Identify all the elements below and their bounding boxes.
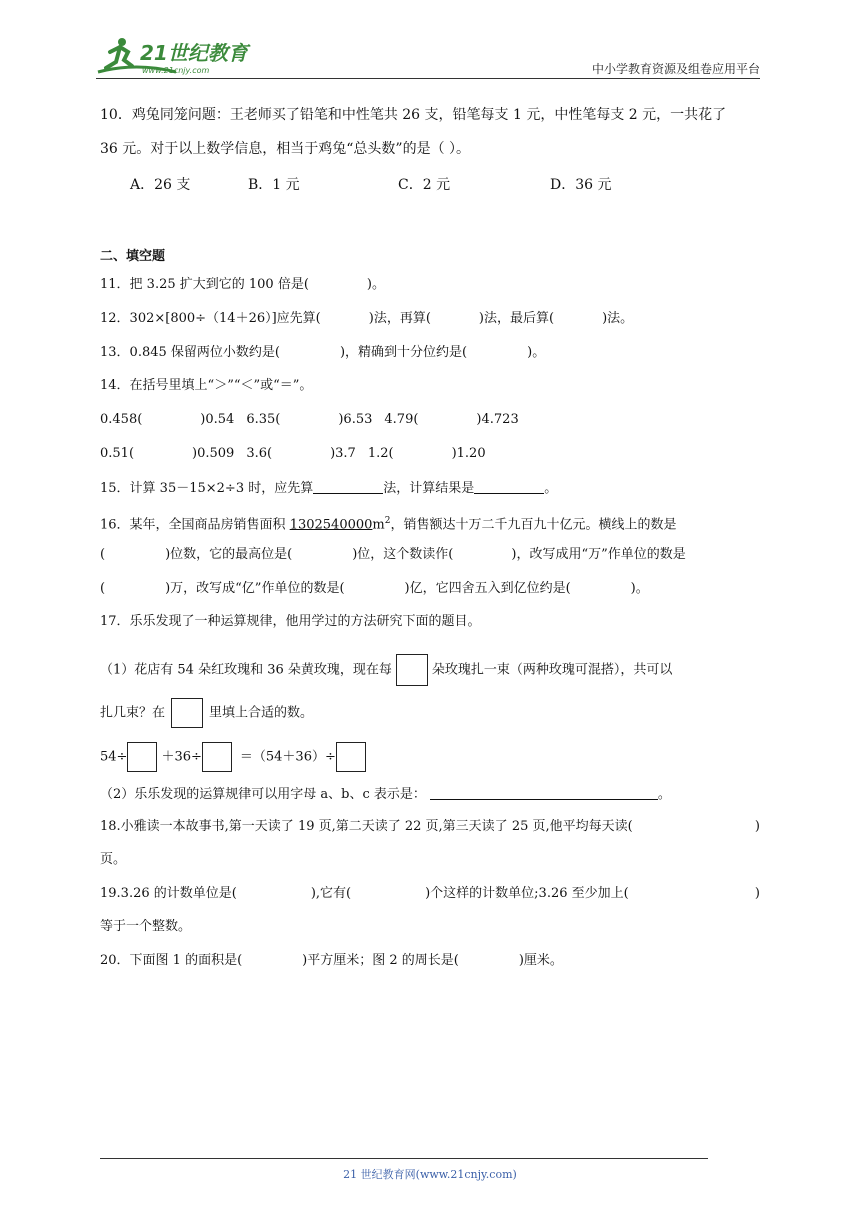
header-platform-label: 中小学教育资源及组卷应用平台	[591, 62, 760, 76]
q16-l2-c: )位，这个数读作(	[352, 547, 454, 562]
q18-text-b: )	[754, 819, 760, 834]
q12-text-b: )法，再算(	[368, 311, 431, 326]
q14-r2-c: 3.6(	[246, 446, 273, 461]
q14-row1	[100, 411, 519, 429]
q16-l2-a: (	[100, 547, 106, 562]
q16-l2-b: )位数，它的最高位是(	[165, 547, 293, 562]
q17-eq-box-1[interactable]	[127, 742, 157, 772]
q20-text-b: )平方厘米；图 2 的周长是(	[302, 953, 459, 968]
site-logo[interactable]	[96, 32, 266, 78]
q17-answer-box-1[interactable]	[396, 654, 428, 686]
q15-text-c: 。	[544, 481, 558, 496]
logo-text: 21世纪教育	[140, 41, 248, 65]
q14-r1-a: 0.458(	[100, 412, 143, 427]
q17-p1-text-d: 里填上合适的数。	[209, 705, 314, 721]
q16-line3	[100, 580, 649, 598]
q14-r2-a: 0.51(	[100, 446, 135, 461]
q19-text-d: )	[754, 886, 760, 901]
logo-url: www.21cnjy.com	[142, 66, 210, 75]
q15	[100, 479, 557, 498]
q17-eq-a: 54÷	[100, 749, 128, 765]
q16-l3-d: )。	[630, 581, 649, 596]
q19-text-b: ),它有(	[310, 886, 352, 901]
q17-equation	[100, 742, 366, 772]
q16-l3-c: )亿，它四舍五入到亿位约是(	[404, 581, 571, 596]
q20-text-c: )厘米。	[518, 953, 563, 968]
q15-text-a: 15．计算 35－15×2÷3 时，应先算	[100, 481, 314, 496]
q18-line2: 页。	[100, 852, 127, 867]
q18-line1	[100, 818, 760, 836]
q20-text-a: 20．下面图 1 的面积是(	[100, 953, 243, 968]
q13-text-a: 13．0.845 保留两位小数约是(	[100, 345, 280, 360]
q17-eq-b: ＋36÷	[161, 749, 202, 765]
q16-unit: m	[372, 517, 385, 533]
q14-r1-e: 4.79(	[384, 412, 419, 427]
q14-row2	[100, 445, 486, 463]
q16-text-b: ，销售额达十万二千九百九十亿元。横线上的数是	[390, 517, 677, 533]
q20	[100, 952, 563, 970]
q14-r2-f: )1.20	[451, 446, 486, 461]
q17-p1-text-c: 扎几束？在	[100, 705, 166, 721]
q16-l2-d: )，改写成用“万”作单位的数是	[511, 547, 686, 562]
q10-option-b[interactable]: B．1 元	[248, 177, 300, 193]
q13	[100, 344, 545, 362]
q16-unit-sup: 2	[384, 516, 391, 526]
q14-r1-c: 6.35(	[246, 412, 281, 427]
q17-p2-text-a: （2）乐乐发现的运算规律可以用字母 a、b、c 表示是：	[100, 787, 426, 802]
q10-option-c[interactable]: C．2 元	[398, 177, 451, 193]
runner-logo-icon	[96, 32, 266, 78]
q17-p1-text-a: （1）花店有 54 朵红玫瑰和 36 朵黄玫瑰，现在每	[100, 662, 392, 678]
q17-p2-text-b: 。	[657, 787, 671, 802]
q17-part1-line1	[100, 654, 672, 686]
q14-r2-d: )3.7	[330, 446, 356, 461]
q11-text-a: 11．把 3.25 扩大到它的 100 倍是(	[100, 277, 309, 292]
section-title-fill-in: 二、填空题	[100, 249, 166, 264]
q14-r2-e: 1.2(	[367, 446, 394, 461]
q17-p2-blank[interactable]	[430, 785, 658, 800]
q17-p1-text-b: 朵玫瑰扎一束（两种玫瑰可混搭），共可以	[431, 662, 673, 678]
q15-blank-1[interactable]	[313, 479, 383, 494]
q17-part1-line2	[100, 698, 313, 728]
q15-text-b: 法，计算结果是	[383, 481, 475, 496]
q10-line2: 36 元。对于以上数学信息，相当于鸡兔“总头数”的是（ ）。	[100, 141, 471, 157]
q12	[100, 310, 633, 328]
q13-text-c: )。	[527, 345, 546, 360]
q19-text-c: )个这样的计数单位;3.26 至少加上(	[425, 886, 629, 901]
q14-r2-b: )0.509	[192, 446, 235, 461]
q18-text-a: 18.小雅读一本故事书,第一天读了 19 页,第二天读了 22 页,第三天读了 25 页,他平均每天读(	[100, 819, 633, 834]
q14-stem: 14．在括号里填上“＞”“＜”或“＝”。	[100, 378, 313, 393]
q10-option-a[interactable]: A．26 支	[130, 177, 191, 193]
footer-divider	[100, 1158, 708, 1159]
q17-eq-c: ＝（54＋36）÷	[239, 749, 336, 765]
q13-text-b: )，精确到十分位约是(	[339, 345, 468, 360]
q19-line1	[100, 885, 760, 903]
header-divider	[96, 78, 760, 79]
q16-text-a: 16．某年，全国商品房销售面积	[100, 517, 290, 533]
q16-line2	[100, 546, 686, 564]
q12-text-c: )法，最后算(	[478, 311, 555, 326]
q15-blank-2[interactable]	[474, 479, 544, 494]
q19-text-a: 19.3.26 的计数单位是(	[100, 886, 237, 901]
q16-underlined-number: 1302540000	[289, 517, 373, 533]
q19-line2: 等于一个整数。	[100, 919, 192, 934]
q17-eq-box-2[interactable]	[202, 742, 232, 772]
q12-text-d: )法。	[602, 311, 634, 326]
q10-line1: 10．鸡兔同笼问题：王老师买了铅笔和中性笔共 26 支，铅笔每支 1 元，中性笔每支 2 元，一共花了	[100, 107, 727, 123]
q16-l3-a: (	[100, 581, 106, 596]
q16-line1	[100, 512, 676, 534]
q17-eq-box-3[interactable]	[336, 742, 366, 772]
q16-l3-b: )万，改写成“亿”作单位的数是(	[165, 581, 345, 596]
q14-r1-d: )6.53	[338, 412, 373, 427]
q14-r1-f: )4.723	[476, 412, 519, 427]
q17-answer-box-2[interactable]	[171, 698, 203, 728]
q11	[100, 276, 385, 294]
q10-option-d[interactable]: D．36 元	[550, 177, 612, 193]
q14-r1-b: )0.54	[200, 412, 235, 427]
q17-part2	[100, 785, 671, 804]
q12-text-a: 12．302×[800÷（14＋26）]应先算(	[100, 311, 321, 326]
q17-stem: 17．乐乐发现了一种运算规律，他用学过的方法研究下面的题目。	[100, 614, 481, 629]
footer-link[interactable]: 21 世纪教育网(www.21cnjy.com)	[343, 1168, 517, 1181]
page-header	[96, 32, 760, 78]
q11-text-b: )。	[366, 277, 385, 292]
